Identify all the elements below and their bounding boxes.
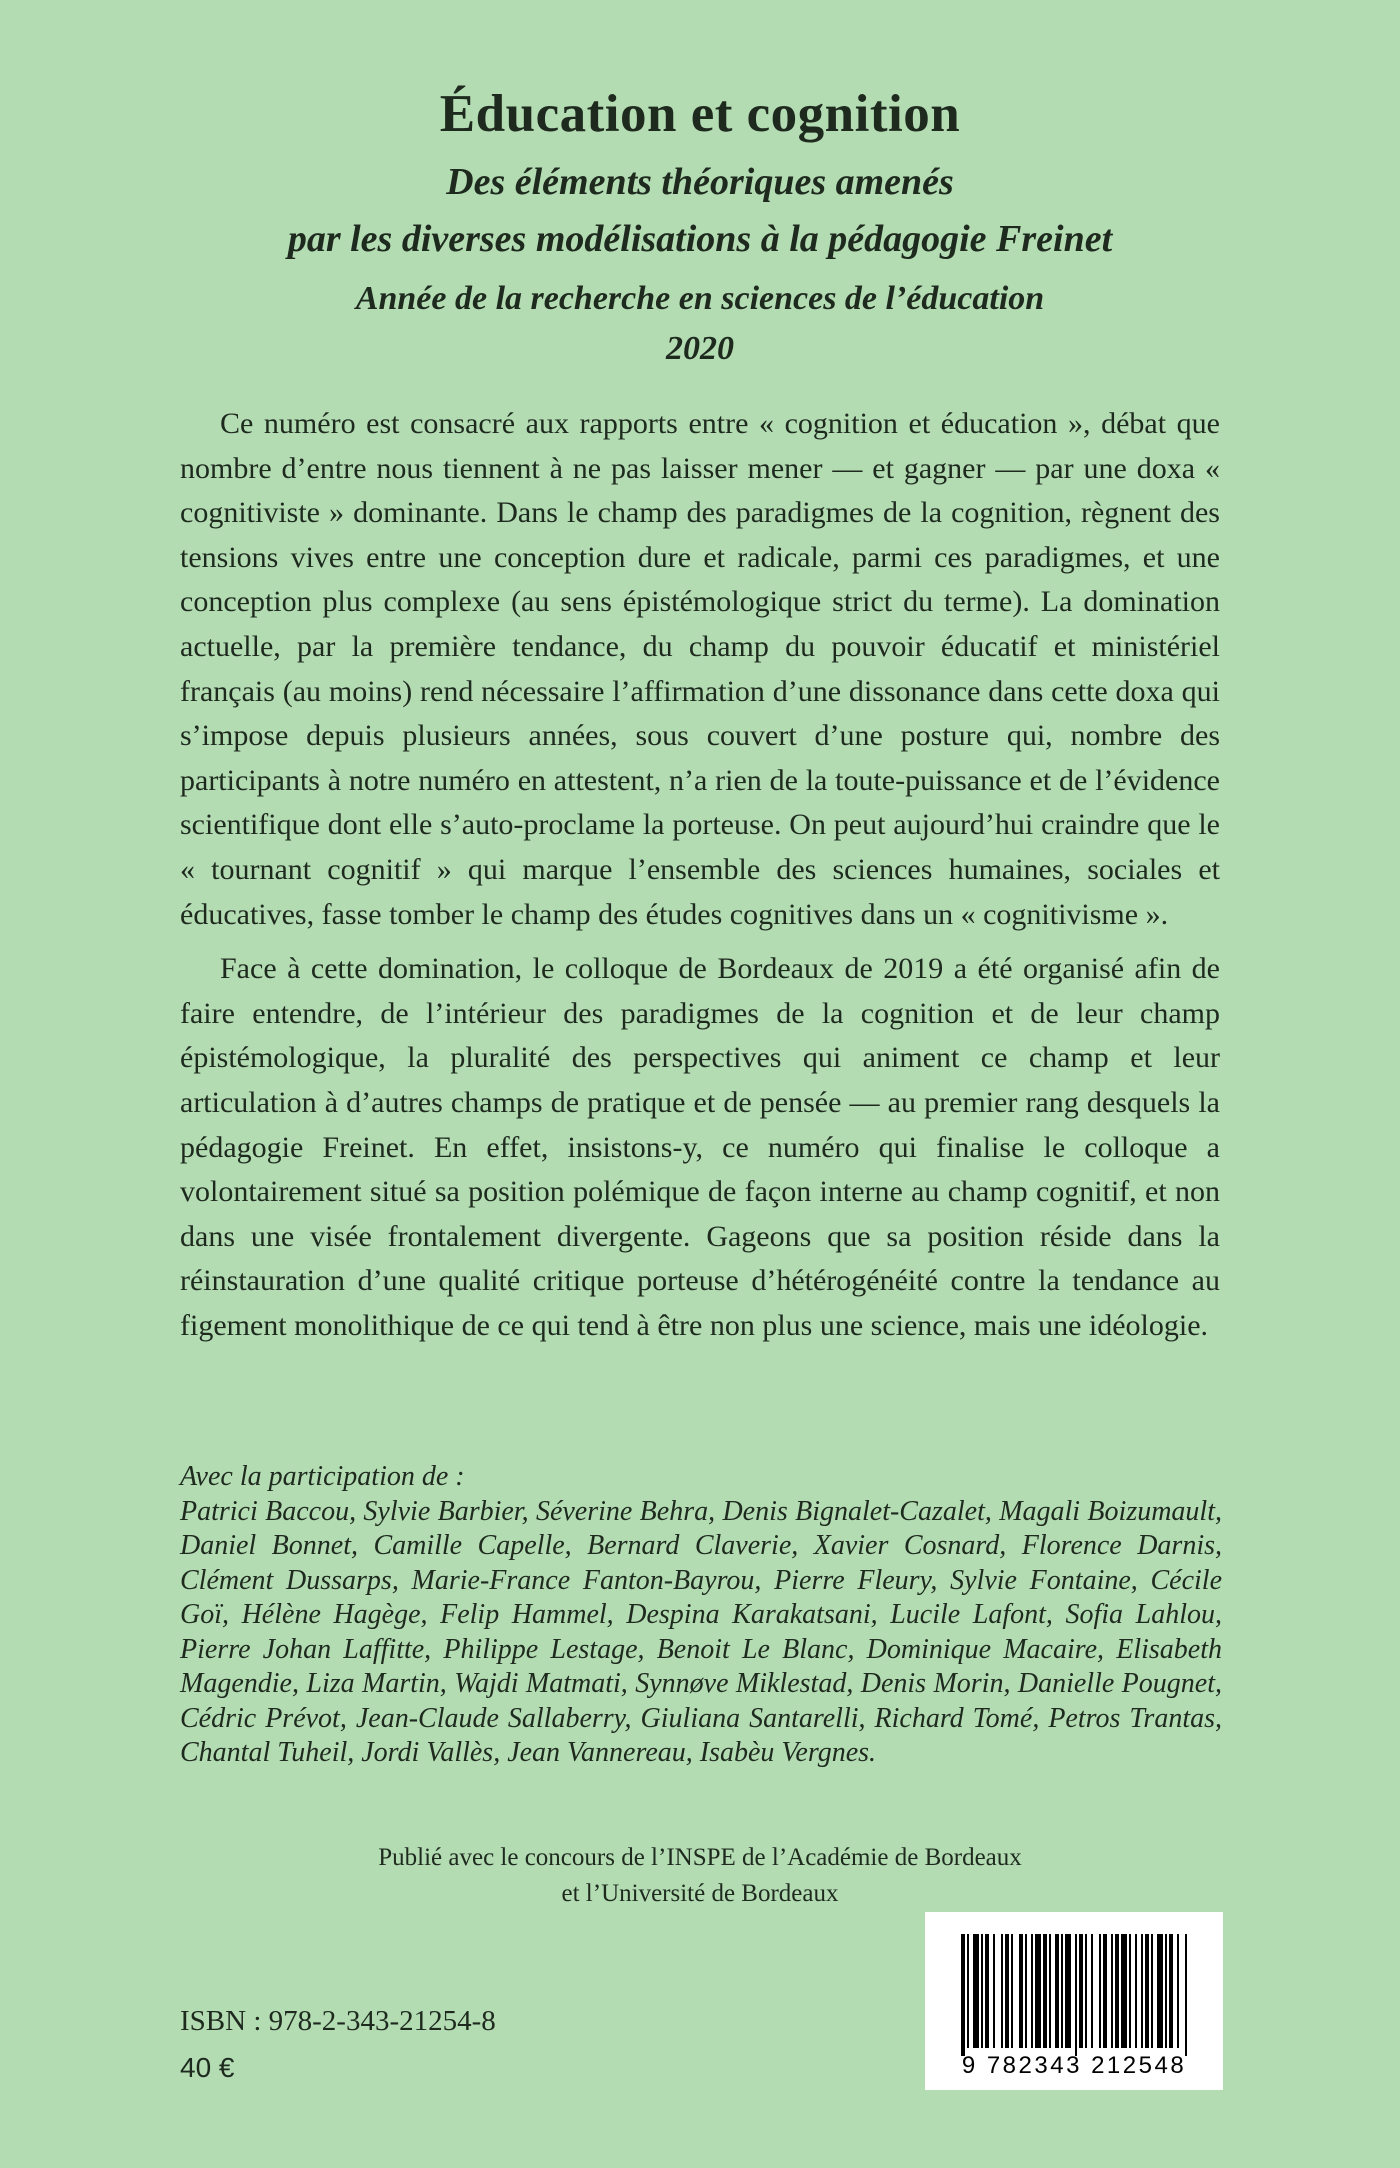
barcode-bar xyxy=(1043,1934,1047,2048)
book-title: Éducation et cognition xyxy=(439,85,961,143)
barcode-bar xyxy=(1111,1934,1113,2048)
barcode-bar xyxy=(1121,1934,1127,2048)
barcode-bar xyxy=(961,1934,965,2056)
barcode xyxy=(925,1912,1223,2090)
barcode-bar xyxy=(1019,1934,1023,2048)
barcode-bar xyxy=(1079,1934,1083,2048)
contributors-block xyxy=(180,1460,1222,1771)
barcode-bar xyxy=(1165,1934,1167,2048)
barcode-bar xyxy=(1065,1934,1071,2048)
publisher-note xyxy=(0,1840,1400,1912)
barcode-bar xyxy=(1129,1934,1131,2048)
barcode-bar xyxy=(1085,1934,1087,2048)
subtitle-year: 2020 xyxy=(666,330,734,367)
subtitle-line-2: par les diverses modélisations à la pédagogie Freinet xyxy=(287,218,1113,260)
subtitle-line-1: Des éléments théoriques amenés xyxy=(446,161,954,203)
subtitle-line-3: Année de la recherche en sciences de l’éducation xyxy=(355,280,1045,317)
barcode-bar xyxy=(967,1934,969,2048)
barcode-digits: 9 782343 212548 xyxy=(961,2052,1187,2079)
barcode-bar xyxy=(1169,1934,1173,2048)
summary-text xyxy=(180,402,1220,1358)
barcode-bar xyxy=(1157,1934,1163,2048)
barcode-bar xyxy=(993,1934,995,2048)
contributors-names: Patrici Baccou, Sylvie Barbier, Séverine Behra, Denis Bignalet-Cazalet, Magali Boizumault, Daniel Bonnet, Camille Capelle, Bernard Claverie, Xavier Cosnard, Florence Darnis, Clément Dussarps, Marie-France Fanton-Bayrou, Pierre Fleury, Sylvie Fontaine, Cécile Goï, Hélène Hagège, Felip Hammel, Despina Karakatsani, Lucile Lafont, Sofia Lahlou, Pierre Johan Laffitte, Philippe Lestage, Benoit Le Blanc, Dominique Macaire, Elisabeth Magendie, Liza Martin, Wajdi Matmati, Synnøve Miklestad, Denis Morin, Danielle Pougnet, Cédric Prévot, Jean-Claude Sallaberry, Giuliana Santarelli, Richard Tomé, Petros Trantas, Chantal Tuheil, Jordi Vallès, Jean Vannereau, Isabèu Vergnes. xyxy=(180,1495,1222,1768)
barcode-bar xyxy=(1031,1934,1033,2048)
barcode-bar xyxy=(1001,1934,1003,2048)
barcode-bar xyxy=(1049,1934,1051,2048)
barcode-bar xyxy=(1091,1934,1093,2048)
barcode-bar xyxy=(1151,1934,1153,2048)
barcode-bar xyxy=(1115,1934,1119,2048)
barcode-bar xyxy=(1055,1934,1059,2048)
barcode-bar xyxy=(1011,1934,1013,2048)
barcode-bar xyxy=(1141,1934,1143,2048)
barcode-bar xyxy=(1103,1934,1107,2048)
barcode-bar xyxy=(1145,1934,1149,2048)
contributors-label: Avec la participation de : xyxy=(180,1461,465,1492)
barcode-bar xyxy=(1135,1934,1137,2048)
isbn: ISBN : 978-2-343-21254-8 xyxy=(180,2005,496,2037)
barcode-bar xyxy=(973,1934,979,2048)
barcode-bar xyxy=(1075,1934,1077,2056)
summary-paragraph-1: Ce numéro est consacré aux rapports entre « cognition et éducation », débat que nombre d’entre nous tiennent à ne pas laisser mener — et gagner — par une doxa « cognitiviste » dominante. Dans le champ des paradigmes de la cognition, règnent des tensions vives entre une conception dure et radicale, parmi ces paradigmes, et une conception plus complexe (au sens épistémologique strict du terme). La domination actuelle, par la première tendance, du champ du pouvoir éducatif et ministériel français (au moins) rend nécessaire l’affirmation d’une dissonance dans cette doxa qui s’impose depuis plusieurs années, sous couvert d’une posture qui, nombre des participants à notre numéro en attestent, n’a rien de la toute-puissance et de l’évidence scientifique dont elle s’auto-proclame la porteuse. On peut aujourd’hui craindre que le « tournant cognitif » qui marque l’ensemble des sciences humaines, sociales et éducatives, fasse tomber le champ des études cognitives dans un « cognitivisme ». xyxy=(180,407,1220,931)
barcode-bar xyxy=(1099,1934,1101,2048)
barcode-bar xyxy=(1061,1934,1063,2048)
barcode-bar xyxy=(981,1934,983,2048)
barcode-bar xyxy=(985,1934,989,2048)
barcode-bar xyxy=(1005,1934,1009,2048)
publisher-line-1: Publié avec le concours de l’INSPE de l’Académie de Bordeaux xyxy=(378,1844,1022,1871)
barcode-bar xyxy=(1185,1934,1187,2056)
price: 40 € xyxy=(180,2052,235,2083)
summary-paragraph-2: Face à cette domination, le colloque de Bordeaux de 2019 a été organisé afin de faire entendre, de l’intérieur des paradigmes de la cognition et de leur champ épistémologique, la pluralité des perspectives qui animent ce champ et leur articulation à d’autres champs de pratique et de pensée — au premier rang desquels la pédagogie Freinet. En effet, insistons-y, ce numéro qui finalise le colloque a volontairement situé sa position polémique de façon interne au champ cognitif, et non dans une visée frontalement divergente. Gageons que sa position réside dans la réinstauration d’une qualité critique porteuse d’hétérogénéité contre la tendance au figement monolithique de ce qui tend à être non plus une science, mais une idéologie. xyxy=(180,952,1220,1342)
barcode-bar xyxy=(1025,1934,1027,2048)
barcode-bar xyxy=(1177,1934,1179,2048)
publisher-line-2: et l’Université de Bordeaux xyxy=(561,1880,839,1907)
barcode-bar xyxy=(1035,1934,1041,2048)
